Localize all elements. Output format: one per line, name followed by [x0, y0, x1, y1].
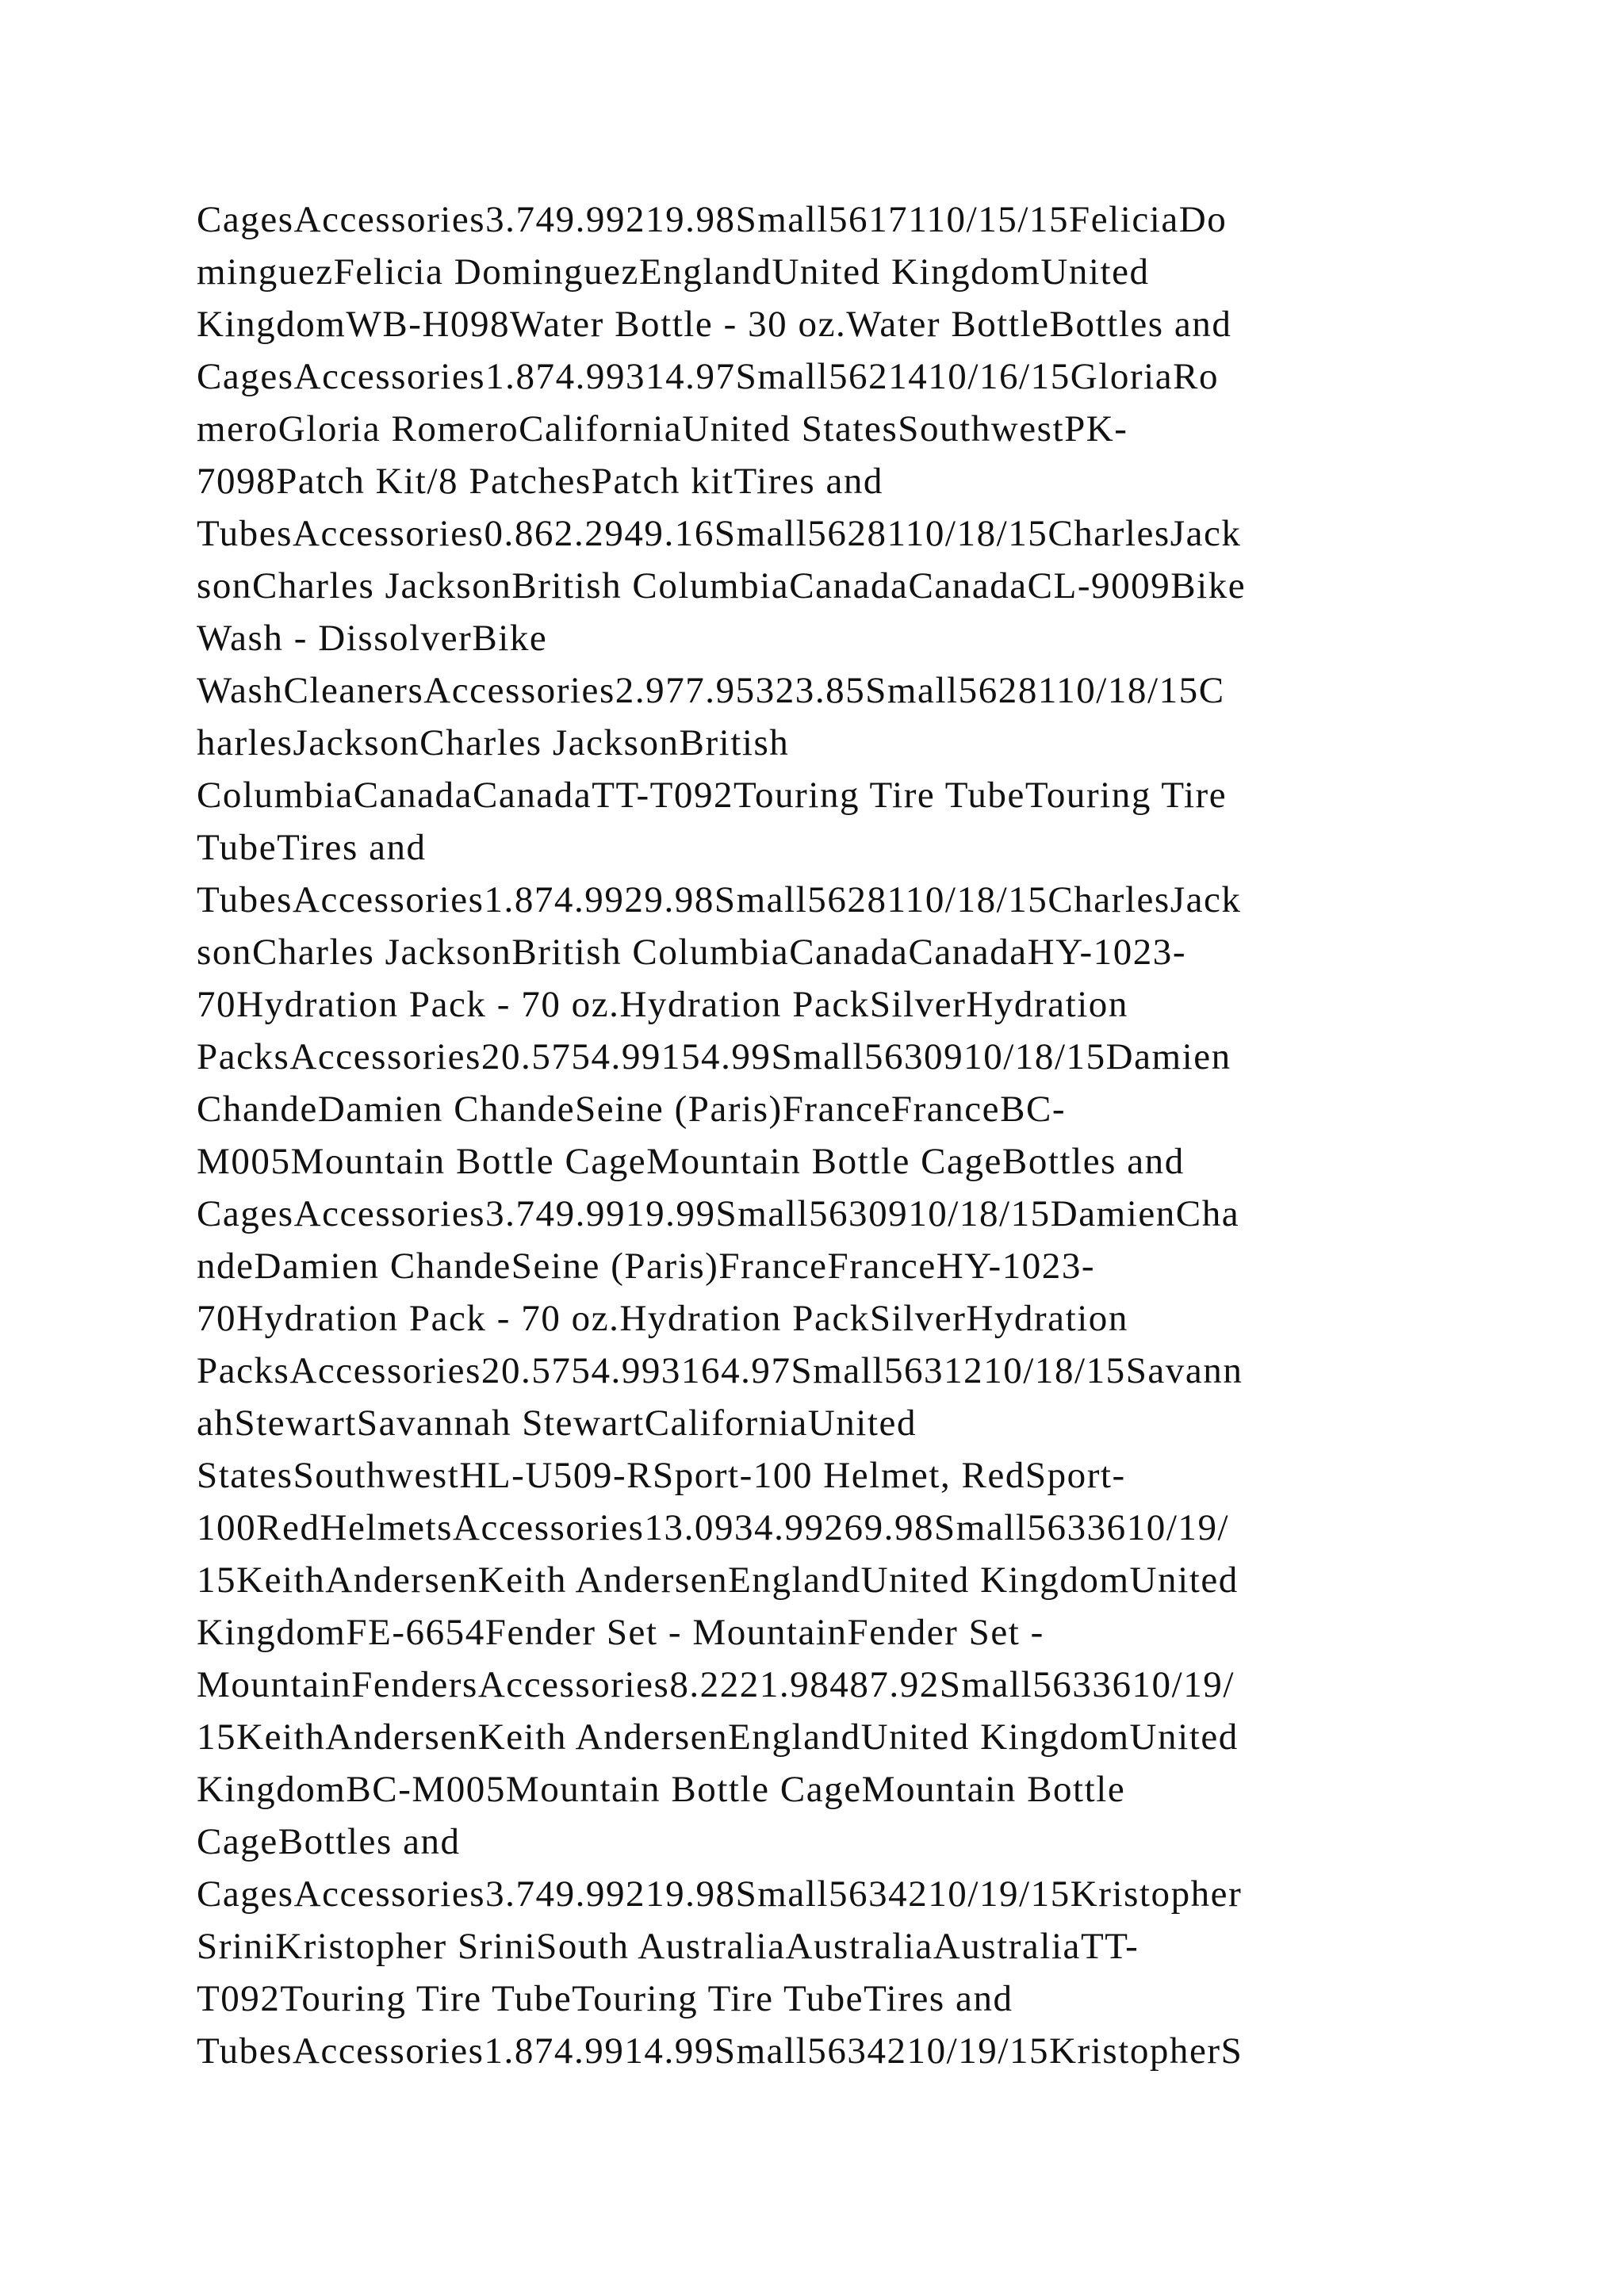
text-line: CagesAccessories3.749.99219.98Small5634210/19/15Kristopher: [197, 1873, 1243, 1915]
text-line: KingdomBC-M005Mountain Bottle CageMountain Bottle: [197, 1769, 1126, 1810]
text-line: ChandeDamien ChandeSeine (Paris)FranceFranceBC-: [197, 1089, 1067, 1130]
text-line: minguezFelicia DominguezEnglandUnited KingdomUnited: [197, 251, 1150, 293]
text-line: KingdomFE-6654Fender Set - MountainFender Set -: [197, 1612, 1044, 1653]
text-line: TubesAccessories1.874.9914.99Small5634210/19/15KristopherS: [197, 2030, 1243, 2072]
text-line: TubesAccessories1.874.9929.98Small5628110/18/15CharlesJack: [197, 879, 1242, 920]
text-line: sonCharles JacksonBritish ColumbiaCanadaCanadaHY-1023-: [197, 932, 1187, 973]
text-line: TubeTires and: [197, 827, 427, 868]
text-line: StatesSouthwestHL-U509-RSport-100 Helmet, RedSport-: [197, 1455, 1126, 1496]
text-line: ndeDamien ChandeSeine (Paris)FranceFranceHY-1023-: [197, 1246, 1096, 1287]
text-line: 70Hydration Pack - 70 oz.Hydration PackSilverHydration: [197, 984, 1128, 1025]
text-line: CageBottles and: [197, 1821, 461, 1862]
text-line: ColumbiaCanadaCanadaTT-T092Touring Tire TubeTouring Tire: [197, 775, 1228, 816]
text-line: WashCleanersAccessories2.977.95323.85Small5628110/18/15C: [197, 670, 1225, 711]
text-line: Wash - DissolverBike: [197, 618, 548, 659]
text-line: CagesAccessories3.749.9919.99Small5630910/18/15DamienCha: [197, 1193, 1240, 1234]
text-line: PacksAccessories20.5754.993164.97Small5631210/18/15Savann: [197, 1350, 1243, 1391]
text-line: 15KeithAndersenKeith AndersenEnglandUnited KingdomUnited: [197, 1716, 1239, 1758]
text-line: 15KeithAndersenKeith AndersenEnglandUnited KingdomUnited: [197, 1559, 1239, 1601]
text-line: 100RedHelmetsAccessories13.0934.99269.98Small5633610/19/: [197, 1507, 1230, 1548]
text-line: SriniKristopher SriniSouth AustraliaAustraliaAustraliaTT-: [197, 1926, 1139, 1967]
text-line: M005Mountain Bottle CageMountain Bottle CageBottles and: [197, 1141, 1185, 1182]
text-line: ahStewartSavannah StewartCaliforniaUnited: [197, 1402, 917, 1444]
text-line: TubesAccessories0.862.2949.16Small5628110/18/15CharlesJack: [197, 513, 1242, 554]
text-line: CagesAccessories3.749.99219.98Small5617110/15/15FeliciaDo: [197, 199, 1228, 240]
text-line: 70Hydration Pack - 70 oz.Hydration PackSilverHydration: [197, 1298, 1128, 1339]
text-line: harlesJacksonCharles JacksonBritish: [197, 722, 790, 763]
text-line: KingdomWB-H098Water Bottle - 30 oz.Water BottleBottles and: [197, 304, 1232, 345]
text-line: meroGloria RomeroCaliforniaUnited StatesSouthwestPK-: [197, 408, 1128, 450]
text-line: 7098Patch Kit/8 PatchesPatch kitTires and: [197, 461, 883, 502]
text-line: CagesAccessories1.874.99314.97Small5621410/16/15GloriaRo: [197, 356, 1220, 397]
text-line: T092Touring Tire TubeTouring Tire TubeTires and: [197, 1978, 1013, 2019]
text-line: PacksAccessories20.5754.99154.99Small5630910/18/15Damien: [197, 1036, 1231, 1077]
document-text: [197, 193, 1450, 2077]
text-line: MountainFendersAccessories8.2221.98487.92Small5633610/19/: [197, 1664, 1235, 1705]
text-line: sonCharles JacksonBritish ColumbiaCanadaCanadaCL-9009Bike: [197, 565, 1247, 607]
